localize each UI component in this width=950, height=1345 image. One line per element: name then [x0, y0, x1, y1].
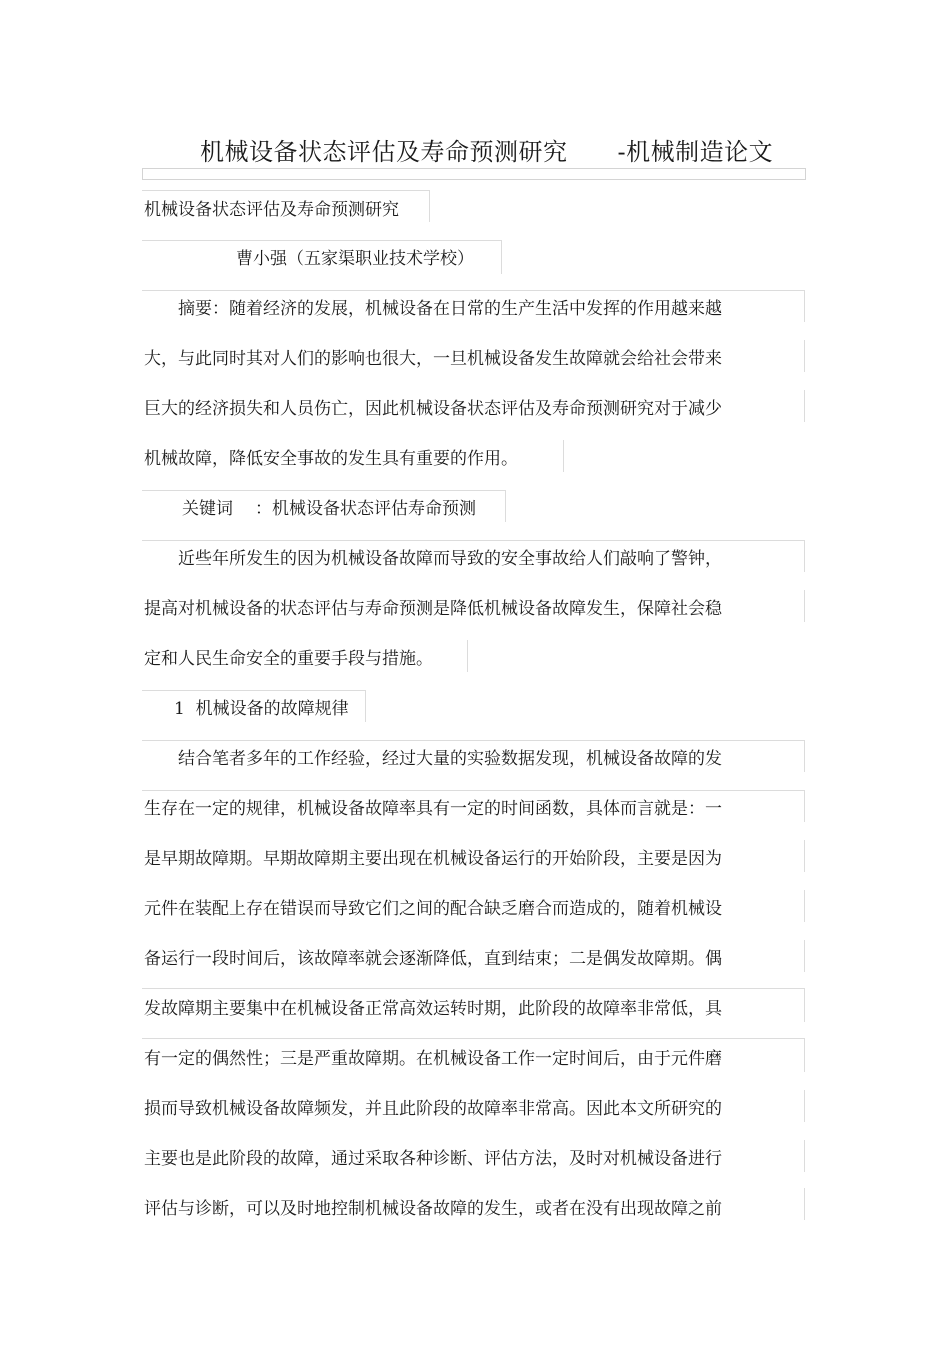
margin-rule — [804, 1090, 805, 1122]
margin-rule — [804, 1188, 805, 1220]
author-line: 曹小强（五家渠职业技术学校） — [236, 249, 474, 269]
title-suffix: -机械制造论文 — [617, 138, 774, 166]
subtitle: 机械设备状态评估及寿命预测研究 — [144, 200, 399, 220]
margin-rule — [804, 590, 805, 622]
title-divider — [142, 168, 806, 180]
body-line: 结合笔者多年的工作经验，经过大量的实验数据发现，机械设备故障的发 — [178, 749, 722, 769]
body-line: 元件在装配上存在错误而导致它们之间的配合缺乏磨合而造成的，随着机械设 — [144, 899, 722, 919]
body-line: 备运行一段时间后，该故障率就会逐渐降低，直到结束；二是偶发故障期。偶 — [144, 949, 722, 969]
document-title — [200, 132, 773, 167]
intro-line: 近些年所发生的因为机械设备故障而导致的安全事故给人们敲响了警钟， — [178, 549, 722, 569]
margin-rule — [804, 840, 805, 872]
intro-line: 提高对机械设备的状态评估与寿命预测是降低机械设备故障发生，保障社会稳 — [144, 599, 722, 619]
margin-rule — [563, 440, 564, 472]
margin-rule — [804, 340, 805, 372]
section-heading: 1 机械设备的故障规律 — [174, 699, 349, 719]
body-line: 有一定的偶然性；三是严重故障期。在机械设备工作一定时间后，由于元件磨 — [144, 1049, 722, 1069]
abstract-line: 巨大的经济损失和人员伤亡，因此机械设备状态评估及寿命预测研究对于减少 — [144, 399, 722, 419]
body-line: 是早期故障期。早期故障期主要出现在机械设备运行的开始阶段，主要是因为 — [144, 849, 722, 869]
title-main: 机械设备状态评估及寿命预测研究 — [200, 138, 568, 166]
body-line: 发故障期主要集中在机械设备正常高效运转时期，此阶段的故障率非常低，具 — [144, 999, 722, 1019]
body-line: 损而导致机械设备故障频发，并且此阶段的故障率非常高。因此本文所研究的 — [144, 1099, 722, 1119]
keywords-label: 关键词 — [182, 499, 233, 519]
body-line: 生存在一定的规律，机械设备故障率具有一定的时间函数，具体而言就是：一 — [144, 799, 722, 819]
body-line: 评估与诊断，可以及时地控制机械设备故障的发生，或者在没有出现故障之前 — [144, 1199, 722, 1219]
abstract-line: 大，与此同时其对人们的影响也很大，一旦机械设备发生故障就会给社会带来 — [144, 349, 722, 369]
body-line: 主要也是此阶段的故障，通过采取各种诊断、评估方法，及时对机械设备进行 — [144, 1149, 722, 1169]
intro-line: 定和人民生命安全的重要手段与措施。 — [144, 649, 433, 669]
abstract-line: 摘要：随着经济的发展，机械设备在日常的生产生活中发挥的作用越来越 — [178, 299, 722, 319]
keywords-separator: ： — [255, 499, 272, 519]
margin-rule — [804, 940, 805, 972]
abstract-line: 机械故障，降低安全事故的发生具有重要的作用。 — [144, 449, 518, 469]
keywords-line — [182, 497, 476, 521]
margin-rule — [804, 1140, 805, 1172]
margin-rule — [804, 890, 805, 922]
margin-rule — [467, 640, 468, 672]
keywords-value: 机械设备状态评估寿命预测 — [272, 499, 476, 519]
margin-rule — [804, 390, 805, 422]
